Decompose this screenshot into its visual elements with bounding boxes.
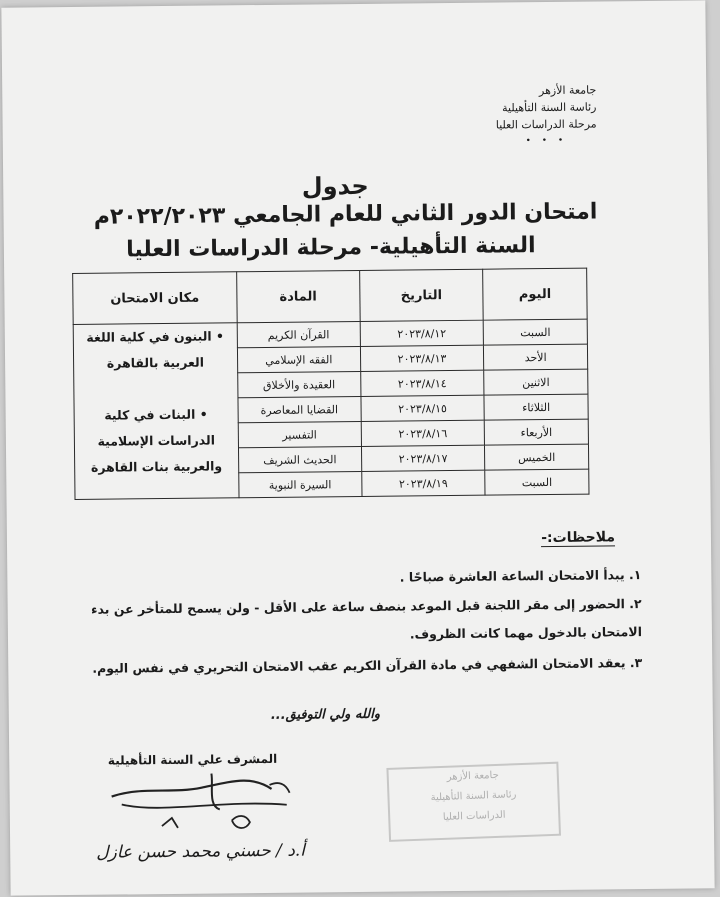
institution-header <box>495 81 597 150</box>
note-item: ٢. الحضور إلى مقر اللجنة قبل الموعد بنصف ساعة على الأقل - ولن يسمح للمتأخر عن بدء الامتحان بالدخول مهما كانت الظروف. <box>91 596 643 642</box>
cell-subject: الحديث الشريف <box>238 446 361 472</box>
notes-heading <box>541 529 615 546</box>
header-line-presidency: رئاسة السنة التأهيلية <box>502 100 597 115</box>
cell-place <box>73 323 239 500</box>
cell-subject: الفقه الإسلامي <box>237 346 360 372</box>
header-day: اليوم <box>483 268 587 320</box>
document-page <box>1 0 714 895</box>
notes-heading-text: ملاحظات:- <box>541 529 616 547</box>
closing-phrase: والله ولي التوفيق... <box>270 706 381 723</box>
place-boys: • البنون في كلية اللغة العربية بالقاهرة <box>86 328 225 371</box>
header-line-stage: مرحلة الدراسات العليا <box>495 117 597 132</box>
cell-subject: السيرة النبوية <box>238 471 361 497</box>
cell-day: الثلاثاء <box>484 394 588 420</box>
cell-subject: القرآن الكريم <box>237 321 360 347</box>
doc-subtitle-stage: السنة التأهيلية- مرحلة الدراسات العليا <box>126 233 536 263</box>
table-header-row <box>73 268 588 324</box>
stamp-line: الدراسات العليا <box>442 809 506 823</box>
header-dots: • • • <box>525 135 568 147</box>
header-place: مكان الامتحان <box>73 272 237 325</box>
cell-date: ٢٠٢٣/٨/١٩ <box>362 470 486 496</box>
note-item: ٣. يعقد الامتحان الشفهي في مادة القرآن الكريم عقب الامتحان التحريري في نفس اليوم. <box>92 655 643 676</box>
cell-subject: القضايا المعاصرة <box>238 396 361 422</box>
cell-day: السبت <box>483 319 587 345</box>
faded-stamp <box>386 762 561 842</box>
doc-subtitle-exam: امتحان الدور الثاني للعام الجامعي ٢٠٢٢/٢٠٢٣م <box>93 199 598 230</box>
cell-date: ٢٠٢٣/٨/١٥ <box>361 395 485 421</box>
cell-day: الخميس <box>485 444 589 470</box>
exam-schedule-table <box>72 268 589 500</box>
cell-day: الاثنين <box>484 369 588 395</box>
cell-date: ٢٠٢٣/٨/١٣ <box>360 345 484 371</box>
stamp-line: جامعة الأزهر <box>446 769 499 783</box>
header-date: التاريخ <box>359 269 483 321</box>
cell-subject: العقيدة والأخلاق <box>237 371 360 397</box>
cell-date: ٢٠٢٣/٨/١٧ <box>361 445 485 471</box>
place-girls: • البنات في كلية الدراسات الإسلامية والعربية بنات القاهرة <box>90 406 223 475</box>
cell-date: ٢٠٢٣/٨/١٤ <box>360 370 484 396</box>
cell-date: ٢٠٢٣/٨/١٦ <box>361 420 485 446</box>
cell-subject: التفسير <box>238 421 361 447</box>
note-item: ١. يبدأ الامتحان الساعة العاشرة صباحًا . <box>399 567 642 585</box>
header-subject: المادة <box>236 270 360 322</box>
supervisor-title: المشرف علي السنة التأهيلية <box>107 751 278 768</box>
cell-day: الأحد <box>484 344 588 370</box>
handwritten-signature <box>101 764 322 886</box>
header-line-university: جامعة الأزهر <box>538 83 597 98</box>
cell-day: السبت <box>485 469 589 495</box>
stamp-line: رئاسة السنة التأهيلية <box>430 789 517 804</box>
supervisor-name: أ.د / حسني محمد حسن عازل <box>96 840 306 863</box>
doc-title: جدول <box>301 171 369 201</box>
cell-day: الأربعاء <box>484 419 588 445</box>
cell-date: ٢٠٢٣/٨/١٢ <box>360 320 484 346</box>
